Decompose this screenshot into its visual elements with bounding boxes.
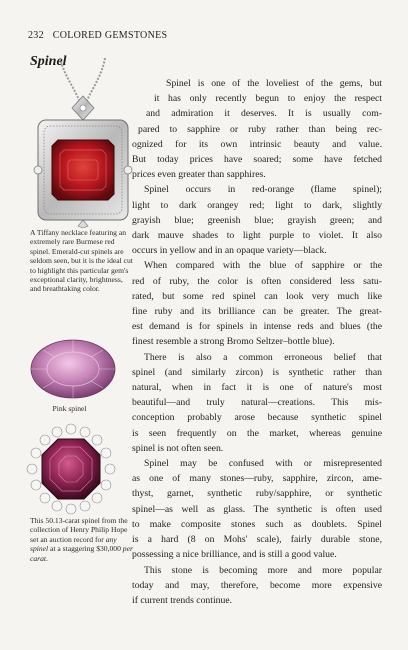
- pink-spinel-caption: Pink spinel: [52, 404, 87, 413]
- text-line: est demand is for spinels in intense reds and blues (the: [132, 321, 382, 333]
- text-line: spinel (and similarly zircon) is synthetic rather than: [132, 366, 382, 378]
- pink-spinel-image: [28, 338, 118, 400]
- text-line: There is also a common erroneous belief that: [144, 351, 382, 363]
- running-head: [28, 30, 167, 41]
- text-line: spinel—as well as glass. The synthetic is often used: [132, 503, 382, 515]
- text-line: rated, but some red spinel can look very much like: [132, 290, 382, 302]
- text-line: today and may, therefore, become more expensive: [132, 579, 382, 591]
- text-line: to make composite stones such as doublets. Spinel: [132, 518, 382, 530]
- text-line: natural, when in fact it is one of nature's most: [132, 382, 382, 394]
- text-line: possessing a nice brilliance, and is still a good value.: [132, 549, 337, 561]
- body-text: [132, 76, 382, 608]
- hope-spinel-image: [26, 423, 116, 515]
- text-line: light to dark orangey red; light to dark, slightly: [132, 199, 382, 211]
- necklace-caption: A Tiffany necklace featuring an extremely rare Burmese red spinel. Emerald-cut spinels are seldom seen, but it is the ideal cut to highlight this particular gem's exceptional clarity, brightness, and breathtaking color.: [30, 228, 133, 294]
- text-line: pared to sapphire or ruby rather than being rec-: [138, 123, 382, 135]
- text-line: red of ruby, the color is often considered less satu-: [132, 275, 382, 287]
- text-line: fine ruby and its brilliance can be greater. The great-: [132, 306, 382, 318]
- text-line: spinel is not often seen.: [132, 442, 224, 454]
- text-line: it has only recently begun to enjoy the respect: [154, 93, 382, 105]
- text-line: Spinel occurs in red-orange (flame spinel);: [144, 184, 382, 196]
- text-line: dark mauve shades to light purple to violet. It also: [132, 230, 382, 242]
- section-title: Spinel: [30, 54, 67, 69]
- text-line: This stone is becoming more and more popular: [144, 564, 382, 576]
- page-number: 232: [28, 30, 44, 41]
- text-line: prices even greater than sapphires.: [132, 169, 266, 181]
- text-line: is a hard (8 on Mohs' scale), fairly durable stone,: [132, 534, 382, 546]
- text-line: is seen frequently on the market, whereas genuine: [132, 427, 382, 439]
- text-line: Spinel may be confused with or misrepresented: [144, 458, 382, 470]
- text-line: and admiration it deserves. It is usually com-: [146, 108, 382, 120]
- text-line: grayish blue; greenish blue; grayish green; and: [132, 214, 382, 226]
- text-line: occurs in yellow and in an opaque variety—black.: [132, 245, 327, 257]
- text-line: beautiful—and truly natural—creations. This mis-: [132, 397, 382, 409]
- running-title: COLORED GEMSTONES: [52, 30, 168, 41]
- text-line: But today prices have soared; some have fetched: [132, 154, 382, 166]
- text-line: if current trends continue.: [132, 594, 233, 606]
- tiffany-necklace-image: [20, 58, 145, 228]
- text-line: ognized for its own intrinsic beauty and value.: [132, 138, 382, 150]
- text-line: Spinel is one of the loveliest of the gems, but: [166, 78, 382, 89]
- hope-spinel-caption: This 50.13-carat spinel from the collection of Henry Philip Hope set an auction record for any spinel at a staggering $30,000 per carat.: [30, 516, 133, 563]
- text-line: as one of many stones—ruby, sapphire, zircon, ame-: [132, 473, 382, 485]
- text-line: thyst, garnet, synthetic ruby/sapphire, or synthetic: [132, 488, 382, 500]
- text-line: finest resemble a strong Bromo Seltzer–bottle blue).: [132, 336, 335, 348]
- text-line: When compared with the blue of sapphire or the: [144, 260, 382, 272]
- text-line: conception probably arose because synthetic spinel: [132, 412, 382, 424]
